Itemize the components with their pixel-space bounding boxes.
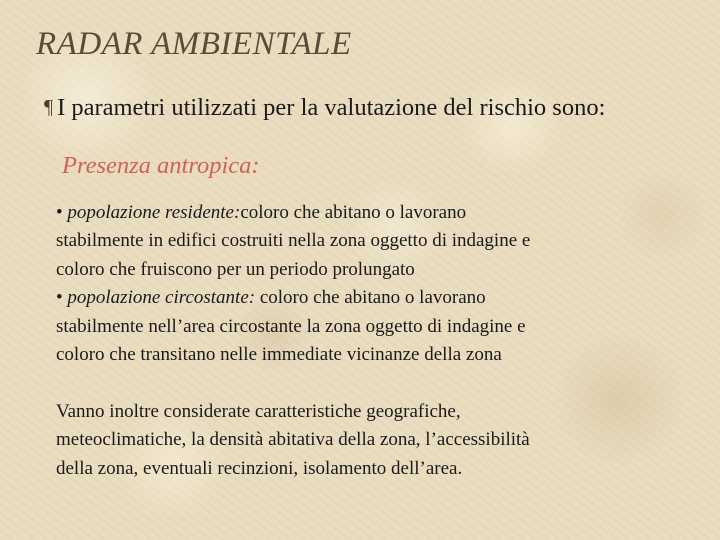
item-circostante-line-1 xyxy=(56,284,706,312)
closing-line: della zona, eventuali recinzioni, isolamento dell’area. xyxy=(56,457,463,479)
closing-line: Vanno inoltre considerate caratteristiche geografiche, xyxy=(56,401,461,422)
population-definitions xyxy=(56,199,706,369)
bullet-icon: ¶ xyxy=(44,96,54,118)
item-residente-line-1 xyxy=(56,199,706,227)
item-circostante-text: coloro che abitano o lavorano xyxy=(259,287,486,309)
item-bullet: • xyxy=(56,287,63,309)
item-residente-text: coloro che abitano o lavorano xyxy=(240,202,467,223)
item-residente-line-3: coloro che fruiscono per un periodo prolungato xyxy=(56,258,415,280)
item-residente-line-2: stabilmente in edifici costruiti nella zona oggetto di indagine e xyxy=(56,230,531,252)
section-heading: Presenza antropica: xyxy=(62,152,260,179)
item-bullet: • xyxy=(56,202,63,223)
item-circostante-line-3: coloro che transitano nelle immediate vicinanze della zona xyxy=(56,344,502,366)
closing-paragraph xyxy=(56,398,706,483)
intro-text: I parametri utilizzati per la valutazione del rischio sono: xyxy=(57,94,606,121)
item-term-circostante: popolazione circostante: xyxy=(67,287,256,309)
intro-bullet-line xyxy=(44,94,605,122)
closing-line: meteoclimatiche, la densità abitativa della zona, l’accessibilità xyxy=(56,429,530,451)
item-circostante-line-2: stabilmente nell’area circostante la zona oggetto di indagine e xyxy=(56,315,526,337)
item-term-residente: popolazione residente: xyxy=(67,202,241,223)
slide-title: RADAR AMBIENTALE xyxy=(36,26,352,62)
